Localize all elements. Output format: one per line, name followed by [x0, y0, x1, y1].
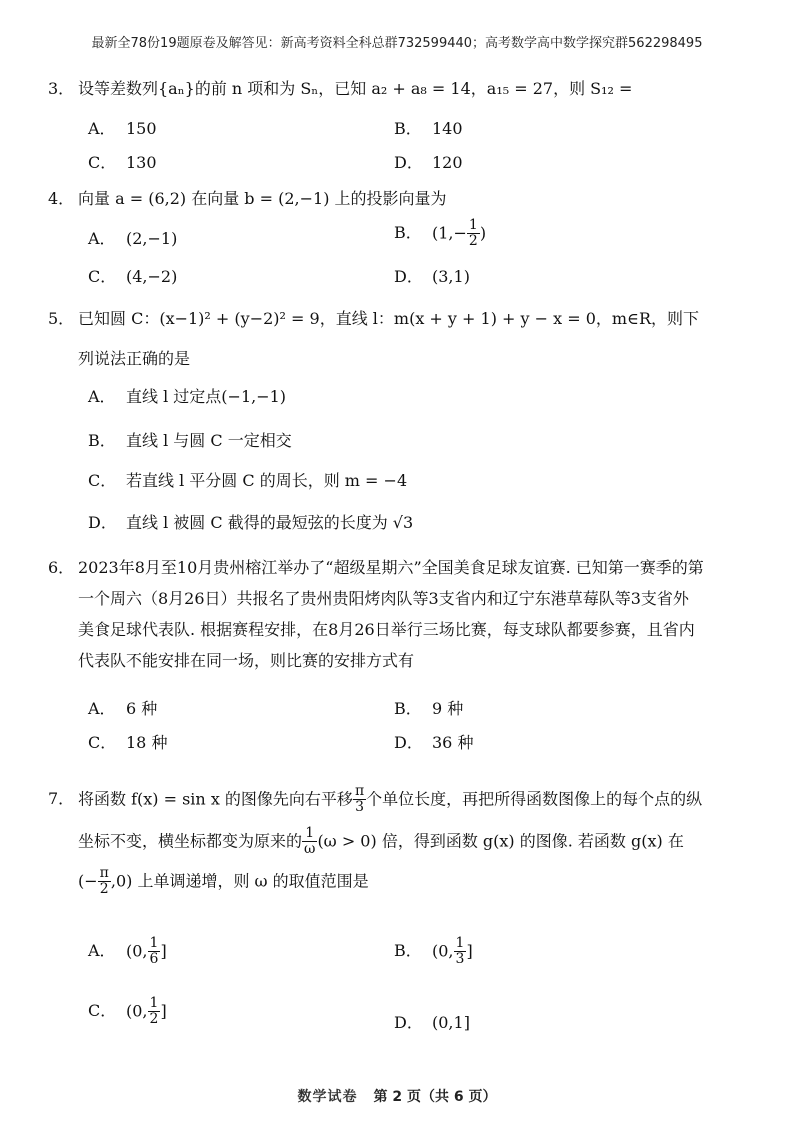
question-number: 3．: [48, 79, 75, 98]
question-number: 6．: [48, 558, 75, 577]
option-a: A． 6 种: [88, 699, 158, 718]
option-d: D． 120: [394, 153, 463, 172]
question-3: [48, 76, 760, 102]
option-d: D． (0,1]: [394, 1013, 470, 1032]
footer-mark: 数学试卷: [297, 1089, 358, 1105]
option-d: D． 直线 l 被圆 C 截得的最短弦的长度为 √3: [88, 513, 414, 532]
option-c: C． (0, $\frac{1}{2}$ ]: [88, 995, 167, 1028]
question-number: 4．: [48, 189, 75, 208]
page-header: 最新全78份19题原卷及解答见：新高考资料全科总群732599440；高考数学高中数学探究群562298495: [91, 36, 703, 51]
fraction: $\frac{\pi}{3}$: [354, 783, 365, 816]
option-a: A． (2,−1): [88, 229, 178, 248]
option-a: A． 直线 l 过定点(−1,−1): [88, 387, 287, 406]
fraction: $\frac{1}{2}$: [149, 995, 159, 1028]
question-number: 7．: [48, 789, 75, 809]
question-4: [48, 186, 760, 212]
option-b: B． (1,− $\frac{1}{2}$ ): [394, 217, 487, 250]
option-a: A． 150: [88, 119, 157, 138]
option-b: B． 直线 l 与圆 C 一定相交: [88, 431, 292, 450]
fraction: $\frac{1}{6}$: [149, 935, 159, 968]
question-stem: 2023年8月至10月贵州榕江举办了“超级星期六”全国美食足球友谊赛. 已知第一赛季的第: [78, 558, 704, 577]
option-c: C． 若直线 l 平分圆 C 的周长，则 m = −4: [88, 471, 408, 490]
option-d: D． 36 种: [394, 733, 474, 752]
question-stem: 一个周六（8月26日）共报名了贵州贵阳烤肉队等3支省内和辽宁东港草莓队等3支省外: [78, 589, 689, 608]
question-stem: 代表队不能安排在同一场，则比赛的安排方式有: [78, 651, 415, 670]
option-b: B． 140: [394, 119, 463, 138]
option-c: C． 130: [88, 153, 157, 172]
question-stem: 列说法正确的是: [78, 348, 191, 368]
question-5: [48, 306, 760, 371]
fraction: $\frac{1}{2}$: [468, 217, 478, 250]
question-stem-line-2: 坐标不变，横坐标都变为原来的 $\frac{1}{\omega}$ (ω > 0) 倍，得到函数 g(x) 的图像. 若函数 g(x) 在: [78, 824, 684, 858]
option-b: B． 9 种: [394, 699, 464, 718]
page-number: 第 2 页（共 6 页）: [373, 1089, 497, 1105]
option-d: D． (3,1): [394, 267, 470, 286]
option-b: B． (0, $\frac{1}{3}$ ]: [394, 935, 473, 968]
question-stem: 美食足球代表队. 根据赛程安排，在8月26日举行三场比赛，每支球队都要参赛，且省内: [78, 620, 695, 639]
question-stem-line-3: (− $\frac{\pi}{2}$ ,0) 上单调递增，则 ω 的取值范围是: [78, 864, 369, 897]
option-c: C． (4,−2): [88, 267, 178, 286]
question-7: 7． 将函数 f(x) = sin x 的图像先向右平移 $\frac{\pi}{3}$ 个单位长度，再把所得函数图像上的每个点的纵 坐标不变，横坐标都变为原来的 $\frac{1}{\omega}$ (ω > 0) 倍，得到函数 g(x) 的图像. 若函数 g(x) 在 (− $\frac{\pi}{2}$ ,0) 上单调递增，则 ω 的取值范围是: [48, 784, 760, 897]
page-footer: [0, 1086, 794, 1106]
fraction: $\frac{\pi}{2}$: [99, 864, 109, 897]
option-c: C． 18 种: [88, 733, 168, 752]
question-number: 5．: [48, 309, 75, 328]
option-a: A． (0, $\frac{1}{6}$ ]: [88, 935, 167, 968]
question-stem: 向量 a = (6,2) 在向量 b = (2,−1) 上的投影向量为: [78, 189, 447, 208]
fraction: $\frac{1}{\omega}$: [304, 824, 316, 858]
question-stem: 已知圆 C：(x−1)² + (y−2)² = 9，直线 l：m(x + y + 1) + y − x = 0，m∈R，则下: [78, 309, 699, 328]
question-stem: 设等差数列{aₙ}的前 n 项和为 Sₙ，已知 a₂ + a₈ = 14，a₁₅ = 27，则 S₁₂ =: [78, 79, 633, 98]
question-6: [48, 552, 760, 676]
fraction: $\frac{1}{3}$: [455, 935, 465, 968]
